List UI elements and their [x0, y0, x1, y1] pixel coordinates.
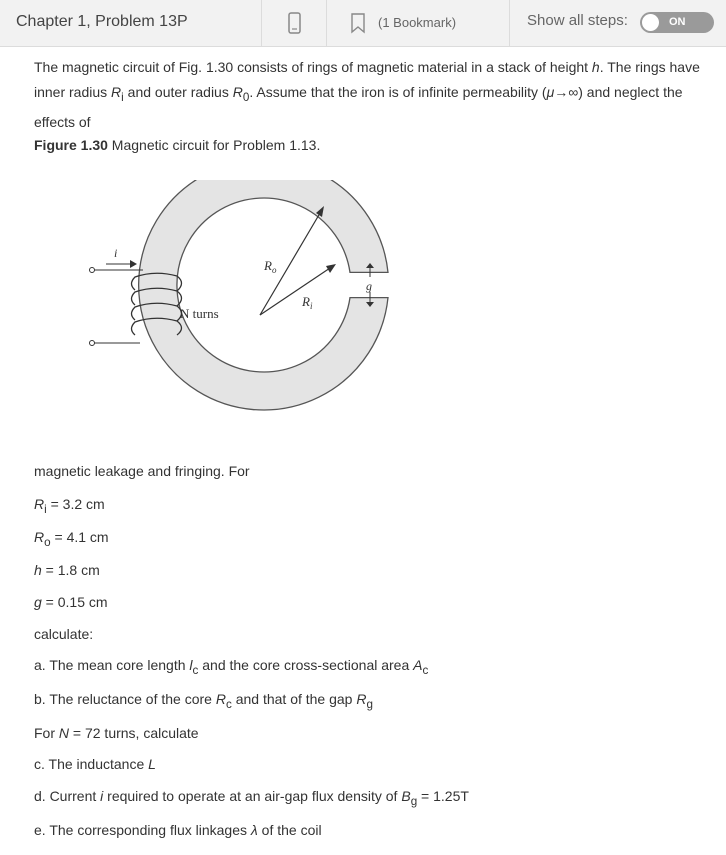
- top-bar: [0, 0, 726, 47]
- core-ring: [139, 180, 388, 410]
- ro-label: $R_o$: [264, 258, 277, 275]
- show-all-steps-label: Show all steps:: [527, 12, 628, 29]
- continuation-text: magnetic leakage and fringing. For: [34, 463, 250, 479]
- for-n-text: For N = 72 turns, calculate: [34, 725, 199, 741]
- phone-icon: [262, 0, 326, 47]
- divider: [509, 0, 510, 47]
- question-a: a. The mean core length $l_c$ and the core cross-sectional area $A_c$: [34, 657, 429, 677]
- calculate-label: calculate:: [34, 626, 94, 642]
- magnetic-circuit-figure: [80, 180, 400, 440]
- toggle-state: ON: [669, 16, 686, 28]
- turns-label: N turns: [180, 306, 219, 321]
- g-value: g = 0.15 cm: [34, 594, 108, 610]
- mobile-view-button[interactable]: [262, 0, 326, 47]
- bookmark-icon: [347, 0, 377, 47]
- gap-label: g: [366, 279, 372, 293]
- figure-caption: Figure 1.30 Magnetic circuit for Problem 1.13.: [34, 137, 321, 153]
- ro-value: $R_o = 4.1$ cm: [34, 529, 109, 549]
- bookmark-count: (1 Bookmark): [378, 15, 457, 30]
- chapter-problem-title: Chapter 1, Problem 13P: [16, 13, 188, 30]
- question-c: c. The inductance L: [34, 756, 156, 772]
- show-steps-toggle[interactable]: [640, 12, 714, 33]
- current-label: i: [114, 246, 118, 260]
- problem-intro: The magnetic circuit of Fig. 1.30 consists of rings of magnetic material in a stack of height h. The rings have inner radius $R_i$ and outer radius $R_0$. Assume that the iron is of infinite permeability (μ→∞) and neglect the effects of: [34, 59, 700, 130]
- ri-value: $R_i = 3.2$ cm: [34, 496, 105, 516]
- question-e: e. The corresponding flux linkages λ of the coil: [34, 822, 322, 838]
- toggle-knob: [642, 14, 659, 31]
- problem-statement: [34, 55, 704, 135]
- h-value: h = 1.8 cm: [34, 562, 100, 578]
- ri-label: $R_i$: [302, 294, 313, 311]
- question-b: b. The reluctance of the core $R_c$ and that of the gap $R_g$: [34, 691, 373, 711]
- question-d: d. Current i required to operate at an air-gap flux density of $B_g = 1.25T$: [34, 788, 469, 808]
